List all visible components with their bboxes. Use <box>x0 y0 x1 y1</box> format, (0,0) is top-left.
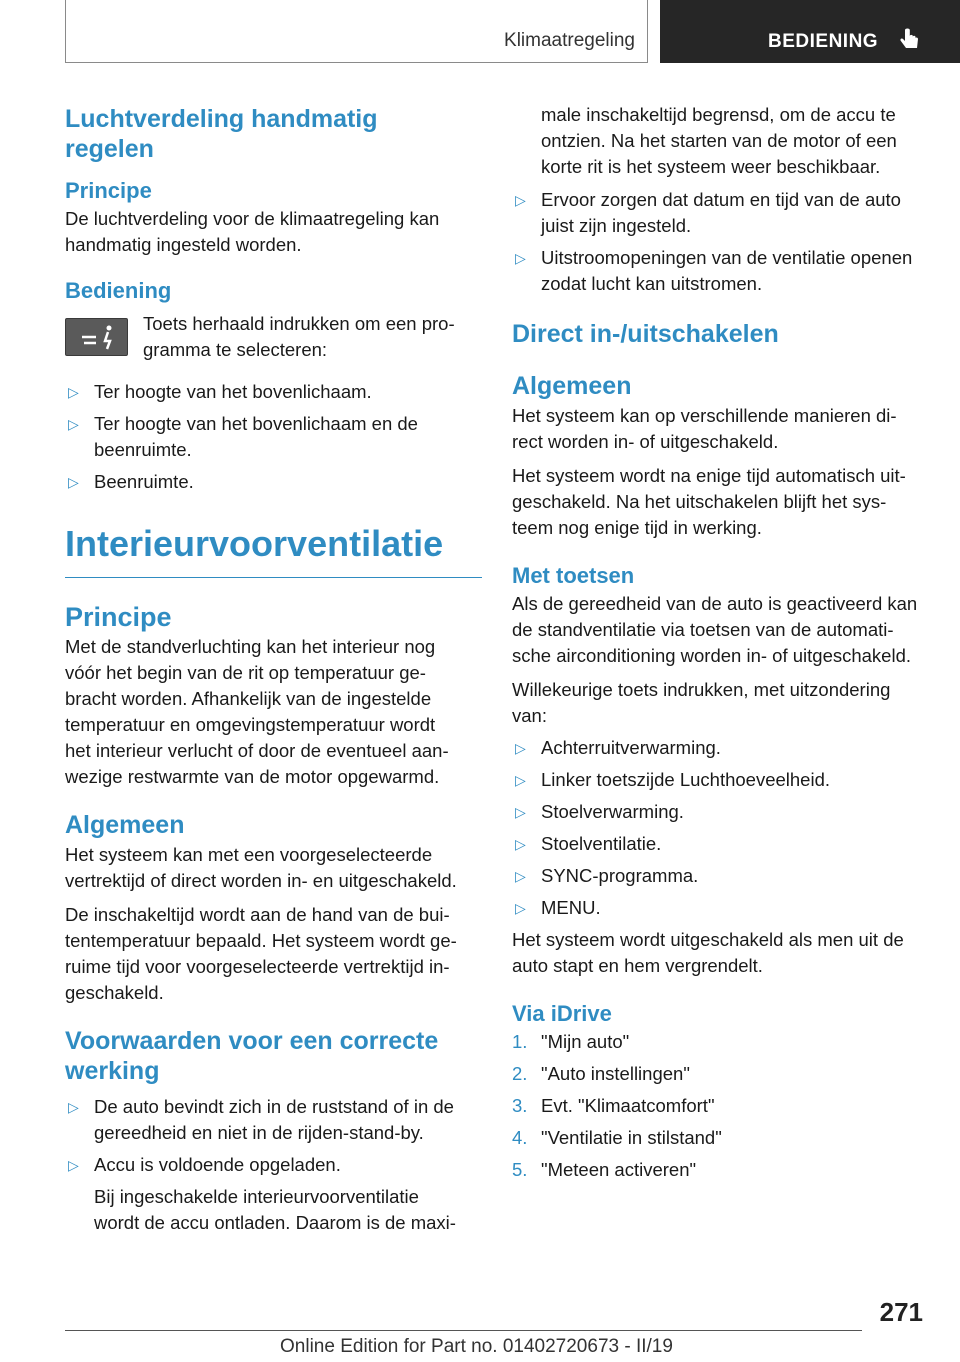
paragraph-line: Toets herhaald indrukken om een pro- <box>143 313 455 334</box>
paragraph-line: temperatuur en omgevingstemperatuur wordt <box>65 714 436 735</box>
title-line: Luchtverdeling handmatig <box>65 105 378 133</box>
list-item-text: Accu is voldoende opgeladen. <box>94 1154 341 1175</box>
triangle-right-icon: ▷ <box>68 1157 79 1173</box>
triangle-right-icon: ▷ <box>515 192 526 208</box>
title-line: Voorwaarden voor een correcte <box>65 1027 439 1055</box>
footer-divider <box>65 1330 862 1331</box>
paragraph-line: Het systeem wordt uitgeschakeld als men uit de <box>512 929 904 950</box>
heading-algemeen: Algemeen <box>65 811 185 839</box>
paragraph-line: male inschakeltijd begrensd, om de accu te <box>541 104 896 125</box>
paragraph-line: vertrektijd of direct worden in- en uitgeschakeld. <box>65 870 457 891</box>
heading-via-idrive: Via iDrive <box>512 1001 612 1026</box>
section-title-luchtverdeling <box>65 104 485 164</box>
list-item-text: Ervoor zorgen dat datum en tijd van de auto <box>541 189 901 210</box>
list-item-text: Ter hoogte van het bovenlichaam. <box>94 381 372 402</box>
title-line: werking <box>65 1057 160 1085</box>
list-item <box>512 863 932 889</box>
heading-principe: Principe <box>65 178 152 203</box>
step-item <box>512 1157 932 1183</box>
paragraph-line: Met de standverluchting kan het interieur nog <box>65 636 436 657</box>
step-text: "Auto instellingen" <box>541 1063 690 1084</box>
list-item-text: De auto bevindt zich in de ruststand of in de <box>94 1096 454 1117</box>
list-item-text: Ter hoogte van het bovenlichaam en de <box>94 413 418 434</box>
paragraph-line: Willekeurige toets indrukken, met uitzondering <box>512 679 891 700</box>
list-item <box>512 767 932 793</box>
paragraph-line: De luchtverdeling voor de klimaatregeling kan <box>65 208 440 229</box>
list-item <box>512 735 932 761</box>
list-item-text: gereedheid en niet in de rijden-stand-by. <box>94 1122 424 1143</box>
heading-direct: Direct in-/uitschakelen <box>512 320 779 348</box>
paragraph-line: het interieur verlucht of door de eventueel aan- <box>65 740 449 761</box>
triangle-right-icon: ▷ <box>515 868 526 884</box>
paragraph-line: korte rit is het systeem weer beschikbaar. <box>541 156 881 177</box>
header-section-title: Klimaatregeling <box>504 30 635 51</box>
paragraph-line: gramma te selecteren: <box>143 339 328 360</box>
step-number: 3. <box>512 1095 528 1116</box>
air-distribution-icon <box>65 318 128 356</box>
step-text: Evt. "Klimaatcomfort" <box>541 1095 715 1116</box>
paragraph-line: auto stapt en hem vergrendelt. <box>512 955 763 976</box>
header-chapter-box <box>660 0 960 63</box>
paragraph <box>65 842 485 1006</box>
heading-algemeen-right: Algemeen <box>512 372 632 400</box>
step-text: "Meteen activeren" <box>541 1159 697 1180</box>
triangle-right-icon: ▷ <box>515 250 526 266</box>
step-item <box>512 1125 932 1151</box>
list-item <box>65 1094 485 1146</box>
triangle-right-icon: ▷ <box>515 740 526 756</box>
paragraph-line: vóór het begin van de rit op temperatuur ge- <box>65 662 426 683</box>
paragraph-line: rect worden in- of uitgeschakeld. <box>512 431 779 452</box>
heading-bediening: Bediening <box>65 278 172 303</box>
title-line: regelen <box>65 135 154 163</box>
header-section-box <box>65 0 648 63</box>
paragraph-line: van: <box>512 705 547 726</box>
step-number: 1. <box>512 1031 528 1052</box>
list-item-text: Stoelventilatie. <box>541 833 662 854</box>
paragraph-line: ruime tijd voor voorgeselecteerde vertrektijd in- <box>65 956 450 977</box>
header-chapter-title: BEDIENING <box>768 31 879 52</box>
step-text: "Mijn auto" <box>541 1031 630 1052</box>
paragraph <box>512 591 932 729</box>
triangle-right-icon: ▷ <box>515 772 526 788</box>
list-item-continuation <box>512 102 932 180</box>
step-text: "Ventilatie in stilstand" <box>541 1127 722 1148</box>
list-item <box>65 411 485 463</box>
heading-voorwaarden <box>65 1026 485 1086</box>
list-item-text: beenruimte. <box>94 439 192 460</box>
paragraph-line: de standventilatie via toetsen van de automati- <box>512 619 894 640</box>
page-number: 271 <box>879 1297 923 1327</box>
list-item <box>512 799 932 825</box>
triangle-right-icon: ▷ <box>515 836 526 852</box>
step-item <box>512 1093 932 1119</box>
chapter-title: Interieurvoorventilatie <box>65 523 444 564</box>
list-item <box>512 187 932 239</box>
right-column <box>512 102 932 1183</box>
list-item-text: zodat lucht kan uitstromen. <box>541 273 763 294</box>
button-row <box>65 311 485 369</box>
triangle-right-icon: ▷ <box>68 384 79 400</box>
list-item-text: MENU. <box>541 897 601 918</box>
triangle-right-icon: ▷ <box>68 474 79 490</box>
paragraph-line: geschakeld. <box>65 982 164 1003</box>
paragraph-line: handmatig ingesteld worden. <box>65 234 302 255</box>
list-item-text: Achterruitverwarming. <box>541 737 721 758</box>
list-item-text: Stoelverwarming. <box>541 801 684 822</box>
paragraph-line: tentemperatuur bepaald. Het systeem wordt ge- <box>65 930 457 951</box>
paragraph-line: wezige restwarmte van de motor opgewarmd. <box>65 766 440 787</box>
step-number: 4. <box>512 1127 528 1148</box>
exception-list <box>512 735 932 921</box>
list-item <box>512 831 932 857</box>
triangle-right-icon: ▷ <box>515 804 526 820</box>
list-item-text: juist zijn ingesteld. <box>541 215 692 236</box>
triangle-right-icon: ▷ <box>68 1099 79 1115</box>
paragraph-line: Het systeem kan op verschillende manieren di- <box>512 405 897 426</box>
paragraph-line: bracht worden. Afhankelijk van de ingestelde <box>65 688 432 709</box>
paragraph-line: Het systeem wordt na enige tijd automatisch uit- <box>512 465 906 486</box>
list-item <box>65 1152 485 1236</box>
list-item <box>65 379 485 405</box>
triangle-right-icon: ▷ <box>515 900 526 916</box>
left-column <box>65 104 485 1236</box>
step-item <box>512 1061 932 1087</box>
paragraph-line: Als de gereedheid van de auto is geactiveerd kan <box>512 593 918 614</box>
footer-edition: Online Edition for Part no. 01402720673 - II/19 <box>280 1336 673 1357</box>
steps-list <box>512 1029 932 1183</box>
paragraph <box>512 403 932 541</box>
list-item <box>512 245 932 297</box>
list-item-text: SYNC-programma. <box>541 865 699 886</box>
list-item-text: Bij ingeschakelde interieurvoorventilatie <box>94 1186 419 1207</box>
paragraph-line: ontzien. Na het starten van de motor of een <box>541 130 897 151</box>
triangle-right-icon: ▷ <box>68 416 79 432</box>
heading-met-toetsen: Met toetsen <box>512 563 635 588</box>
step-item <box>512 1029 932 1055</box>
list-item-text: Uitstroomopeningen van de ventilatie openen <box>541 247 913 268</box>
paragraph <box>512 927 932 979</box>
divider <box>65 577 482 578</box>
paragraph <box>65 634 485 790</box>
list-item <box>65 469 485 495</box>
heading-principe-2: Principe <box>65 602 172 632</box>
step-number: 5. <box>512 1159 528 1180</box>
paragraph-line: De inschakeltijd wordt aan de hand van de bui- <box>65 904 450 925</box>
list-item-text: Beenruimte. <box>94 471 194 492</box>
paragraph-line: Het systeem kan met een voorgeselecteerde <box>65 844 433 865</box>
list-item-text: wordt de accu ontladen. Daarom is de maxi- <box>94 1212 456 1233</box>
hand-pointer-icon <box>896 26 924 54</box>
list-item <box>512 895 932 921</box>
paragraph-line: teem nog enige tijd in werking. <box>512 517 762 538</box>
list-item-text: Linker toetszijde Luchthoeveelheid. <box>541 769 830 790</box>
paragraph-line: geschakeld. Na het uitschakelen blijft het sys- <box>512 491 887 512</box>
step-number: 2. <box>512 1063 528 1084</box>
paragraph-line: sche airconditioning worden in- of uitgeschakeld. <box>512 645 912 666</box>
